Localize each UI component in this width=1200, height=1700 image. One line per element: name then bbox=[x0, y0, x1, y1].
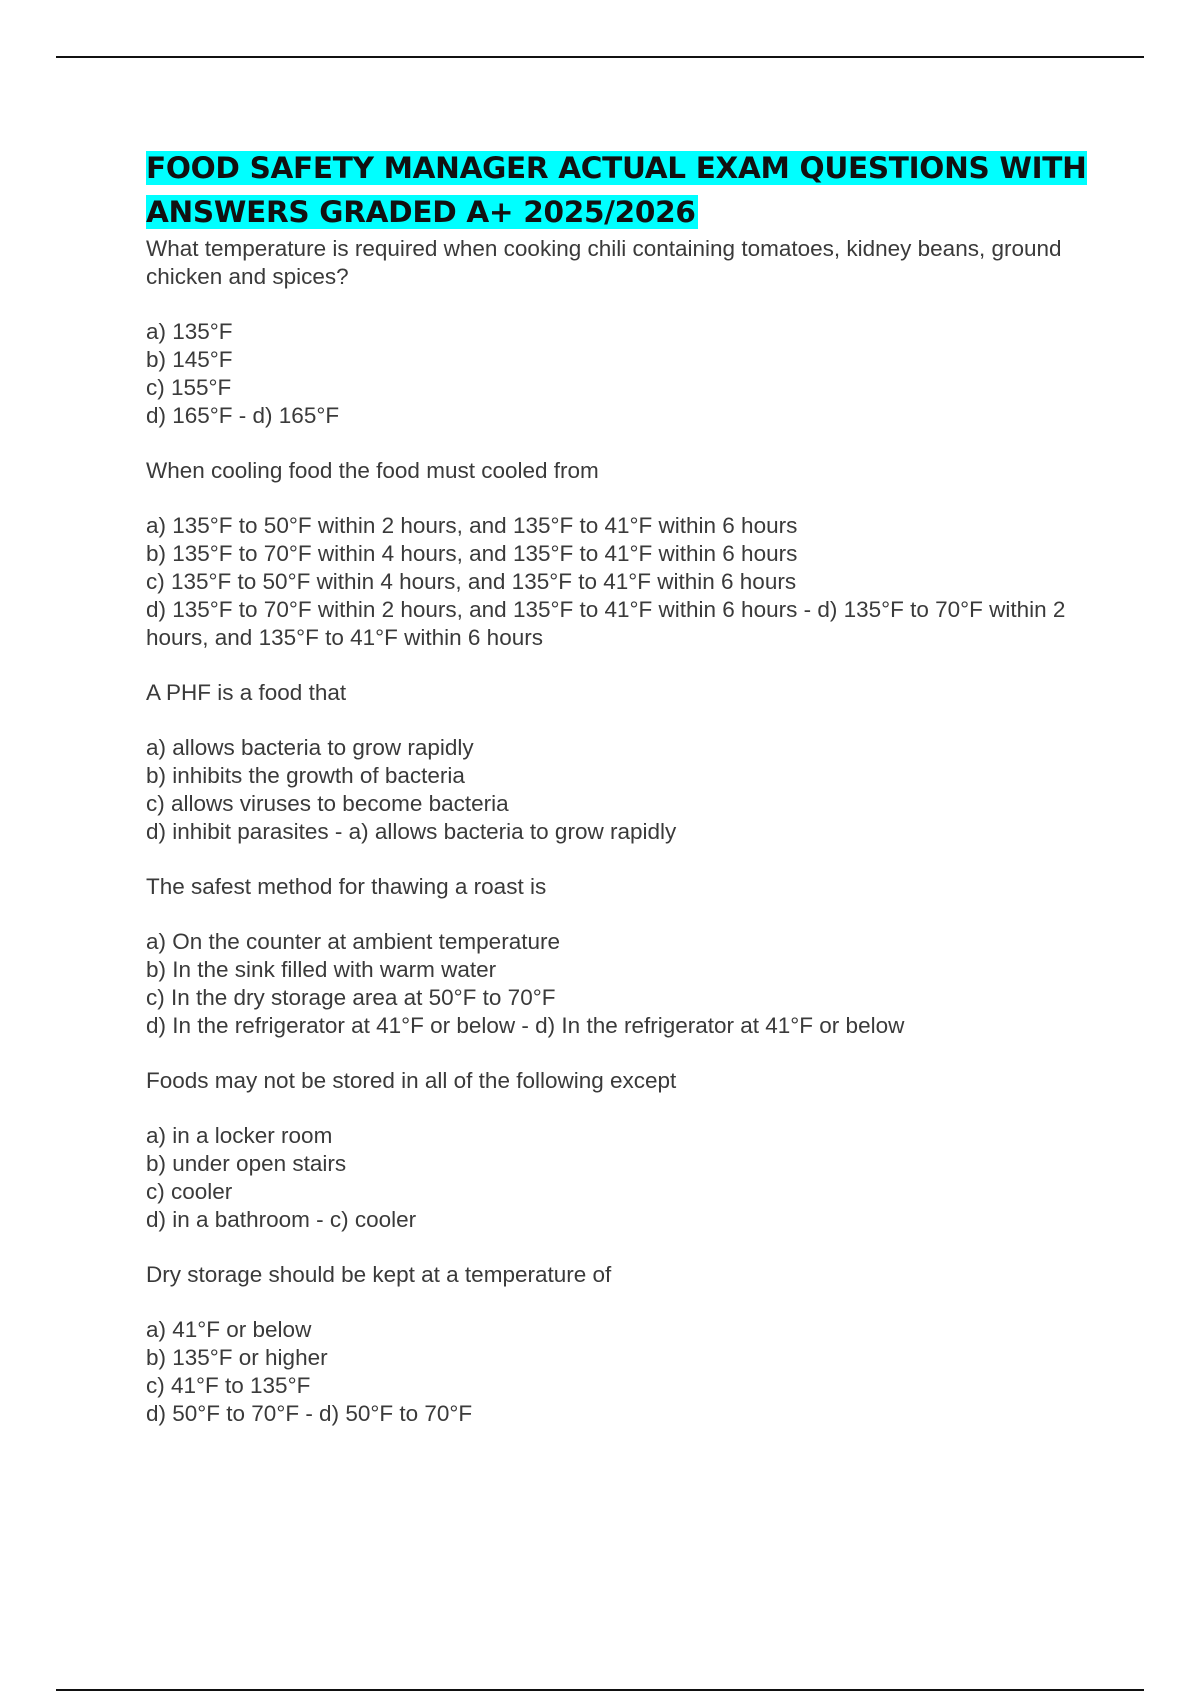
question-block bbox=[146, 873, 1096, 1040]
answer-option: c) 155°F bbox=[146, 375, 232, 400]
answer-option: b) In the sink filled with warm water bbox=[146, 957, 497, 982]
answer-option: d) 165°F - d) 165°F bbox=[146, 403, 340, 428]
answer-option: a) On the counter at ambient temperature bbox=[146, 929, 560, 954]
answer-option: c) 41°F to 135°F bbox=[146, 1373, 311, 1398]
page-content bbox=[146, 146, 1096, 1455]
answer-option: b) under open stairs bbox=[146, 1151, 347, 1176]
answer-option: c) cooler bbox=[146, 1179, 233, 1204]
question-block bbox=[146, 235, 1096, 430]
answer-option: d) In the refrigerator at 41°F or below - d) In the refrigerator at 41°F or below bbox=[146, 1013, 905, 1038]
answer-option: d) 50°F to 70°F - d) 50°F to 70°F bbox=[146, 1401, 473, 1426]
question-text: When cooling food the food must cooled from bbox=[146, 458, 599, 483]
page-title bbox=[146, 146, 1096, 234]
question-block bbox=[146, 1261, 1096, 1428]
question-text: What temperature is required when cooking chili containing tomatoes, kidney beans, ground chicken and spices? bbox=[146, 236, 1062, 289]
question-text: The safest method for thawing a roast is bbox=[146, 874, 547, 899]
question-block bbox=[146, 457, 1096, 652]
answer-option: a) in a locker room bbox=[146, 1123, 333, 1148]
answer-option: c) 135°F to 50°F within 4 hours, and 135°F to 41°F within 6 hours bbox=[146, 569, 797, 594]
bottom-rule bbox=[56, 1689, 1144, 1691]
answer-option: a) allows bacteria to grow rapidly bbox=[146, 735, 474, 760]
answer-option: a) 41°F or below bbox=[146, 1317, 312, 1342]
title-highlight: FOOD SAFETY MANAGER ACTUAL EXAM QUESTIONS WITH ANSWERS GRADED A+ 2025/2026 bbox=[146, 151, 1087, 229]
question-block bbox=[146, 1067, 1096, 1234]
answer-option: c) allows viruses to become bacteria bbox=[146, 791, 509, 816]
answer-option: b) inhibits the growth of bacteria bbox=[146, 763, 465, 788]
answer-option: c) In the dry storage area at 50°F to 70°F bbox=[146, 985, 556, 1010]
question-text: A PHF is a food that bbox=[146, 680, 347, 705]
top-rule bbox=[56, 56, 1144, 58]
answer-option: d) 135°F to 70°F within 2 hours, and 135°F to 41°F within 6 hours - d) 135°F to 70°F within 2 hours, and 135°F to 41°F within 6 hours bbox=[146, 597, 1066, 650]
answer-option: d) inhibit parasites - a) allows bacteria to grow rapidly bbox=[146, 819, 677, 844]
answer-option: a) 135°F to 50°F within 2 hours, and 135°F to 41°F within 6 hours bbox=[146, 513, 798, 538]
answer-option: b) 145°F bbox=[146, 347, 233, 372]
answer-option: b) 135°F to 70°F within 4 hours, and 135°F to 41°F within 6 hours bbox=[146, 541, 798, 566]
answer-option: a) 135°F bbox=[146, 319, 233, 344]
question-block bbox=[146, 679, 1096, 846]
question-text: Dry storage should be kept at a temperature of bbox=[146, 1262, 612, 1287]
answer-option: b) 135°F or higher bbox=[146, 1345, 328, 1370]
answer-option: d) in a bathroom - c) cooler bbox=[146, 1207, 417, 1232]
question-text: Foods may not be stored in all of the following except bbox=[146, 1068, 677, 1093]
